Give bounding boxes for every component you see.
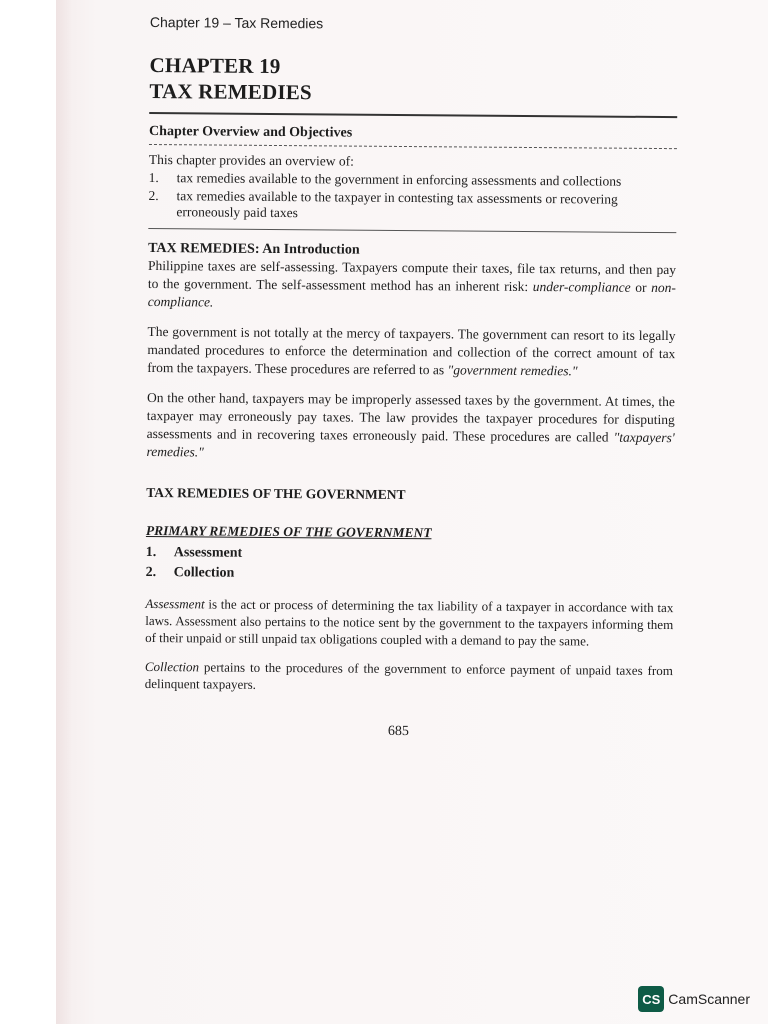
intro-heading-rest: An Introduction xyxy=(259,241,360,258)
definition-text: is the act or process of determining the tax liability of a taxpayer in accordance with tax laws. Assessment also pertains to the notice sent by the government to the taxpayers informing them of their unpaid or still unpaid tax obligations coupled with a demand to pay the same. xyxy=(145,596,674,649)
intro-heading-bold: TAX REMEDIES: xyxy=(148,240,260,257)
emphasis-text: non-compliance. xyxy=(147,279,676,310)
chapter-title: TAX REMEDIES xyxy=(149,78,312,105)
primary-remedies-list xyxy=(146,543,674,587)
list-text: Collection xyxy=(173,565,235,581)
list-number: 2. xyxy=(145,564,157,581)
overview-dashed-rule xyxy=(149,144,677,149)
list-item xyxy=(149,170,677,190)
collection-definition xyxy=(145,658,673,696)
title-rule xyxy=(149,112,677,118)
overview-list xyxy=(148,170,676,224)
intro-paragraph-3 xyxy=(146,389,675,465)
camscanner-logo-icon: CS xyxy=(638,986,664,1012)
government-remedies-heading: TAX REMEDIES OF THE GOVERNMENT xyxy=(146,484,406,503)
emphasis-text: "government remedies." xyxy=(447,362,578,379)
definition-text: pertains to the procedures of the government to enforce payment of unpaid taxes from delinquent taxpayers. xyxy=(144,659,673,692)
overview-bottom-rule xyxy=(148,228,676,233)
list-number: 1. xyxy=(148,169,159,186)
list-number: 1. xyxy=(145,544,157,561)
emphasis-text: under-compliance xyxy=(532,279,631,295)
chapter-number: CHAPTER 19 xyxy=(149,52,281,79)
list-text: Assessment xyxy=(173,545,243,561)
assessment-definition xyxy=(145,595,673,650)
primary-remedies-subheading: PRIMARY REMEDIES OF THE GOVERNMENT xyxy=(145,522,432,541)
term-text: Collection xyxy=(144,658,200,675)
overview-intro: This chapter provides an overview of: xyxy=(148,151,354,169)
paragraph-text: or xyxy=(630,279,652,295)
page-edge-shadow xyxy=(56,0,72,1024)
list-item xyxy=(146,563,674,587)
paragraph-text: Philippine taxes are self-assessing. Taxpayers compute their taxes, file tax returns, and then pay to the government. The self-assessment method has an inherent risk: xyxy=(147,257,677,295)
camscanner-name: CamScanner xyxy=(668,991,750,1007)
intro-paragraph-1 xyxy=(148,257,676,315)
camscanner-watermark xyxy=(638,986,750,1012)
list-text: tax remedies available to the taxpayer in contesting tax assessments or recovering erroneously paid taxes xyxy=(176,188,618,221)
list-number: 2. xyxy=(148,187,159,204)
running-head: Chapter 19 – Tax Remedies xyxy=(149,14,324,32)
emphasis-text: "taxpayers' remedies." xyxy=(146,429,675,460)
overview-title: Chapter Overview and Objectives xyxy=(149,123,353,141)
term-text: Assessment xyxy=(145,595,205,612)
paragraph-text: On the other hand, taxpayers may be improperly assessed taxes by the government. At times, the taxpayer may erroneously pay taxes. The law provides the taxpayer procedures for disputing assessments and in recovering taxes erroneously paid. These procedures are called xyxy=(146,389,676,445)
intro-paragraph-2 xyxy=(147,323,675,381)
list-item xyxy=(148,188,676,224)
page-number: 685 xyxy=(387,723,409,740)
list-text: tax remedies available to the government in enforcing assessments and collections xyxy=(176,170,622,189)
paragraph-text: The government is not totally at the mercy of taxpayers. The government can resort to its legally mandated procedures to enforce the determination and collection of the correct amount of tax from the taxpayers. These procedures are referred to as xyxy=(147,323,676,378)
page-content xyxy=(144,14,678,742)
